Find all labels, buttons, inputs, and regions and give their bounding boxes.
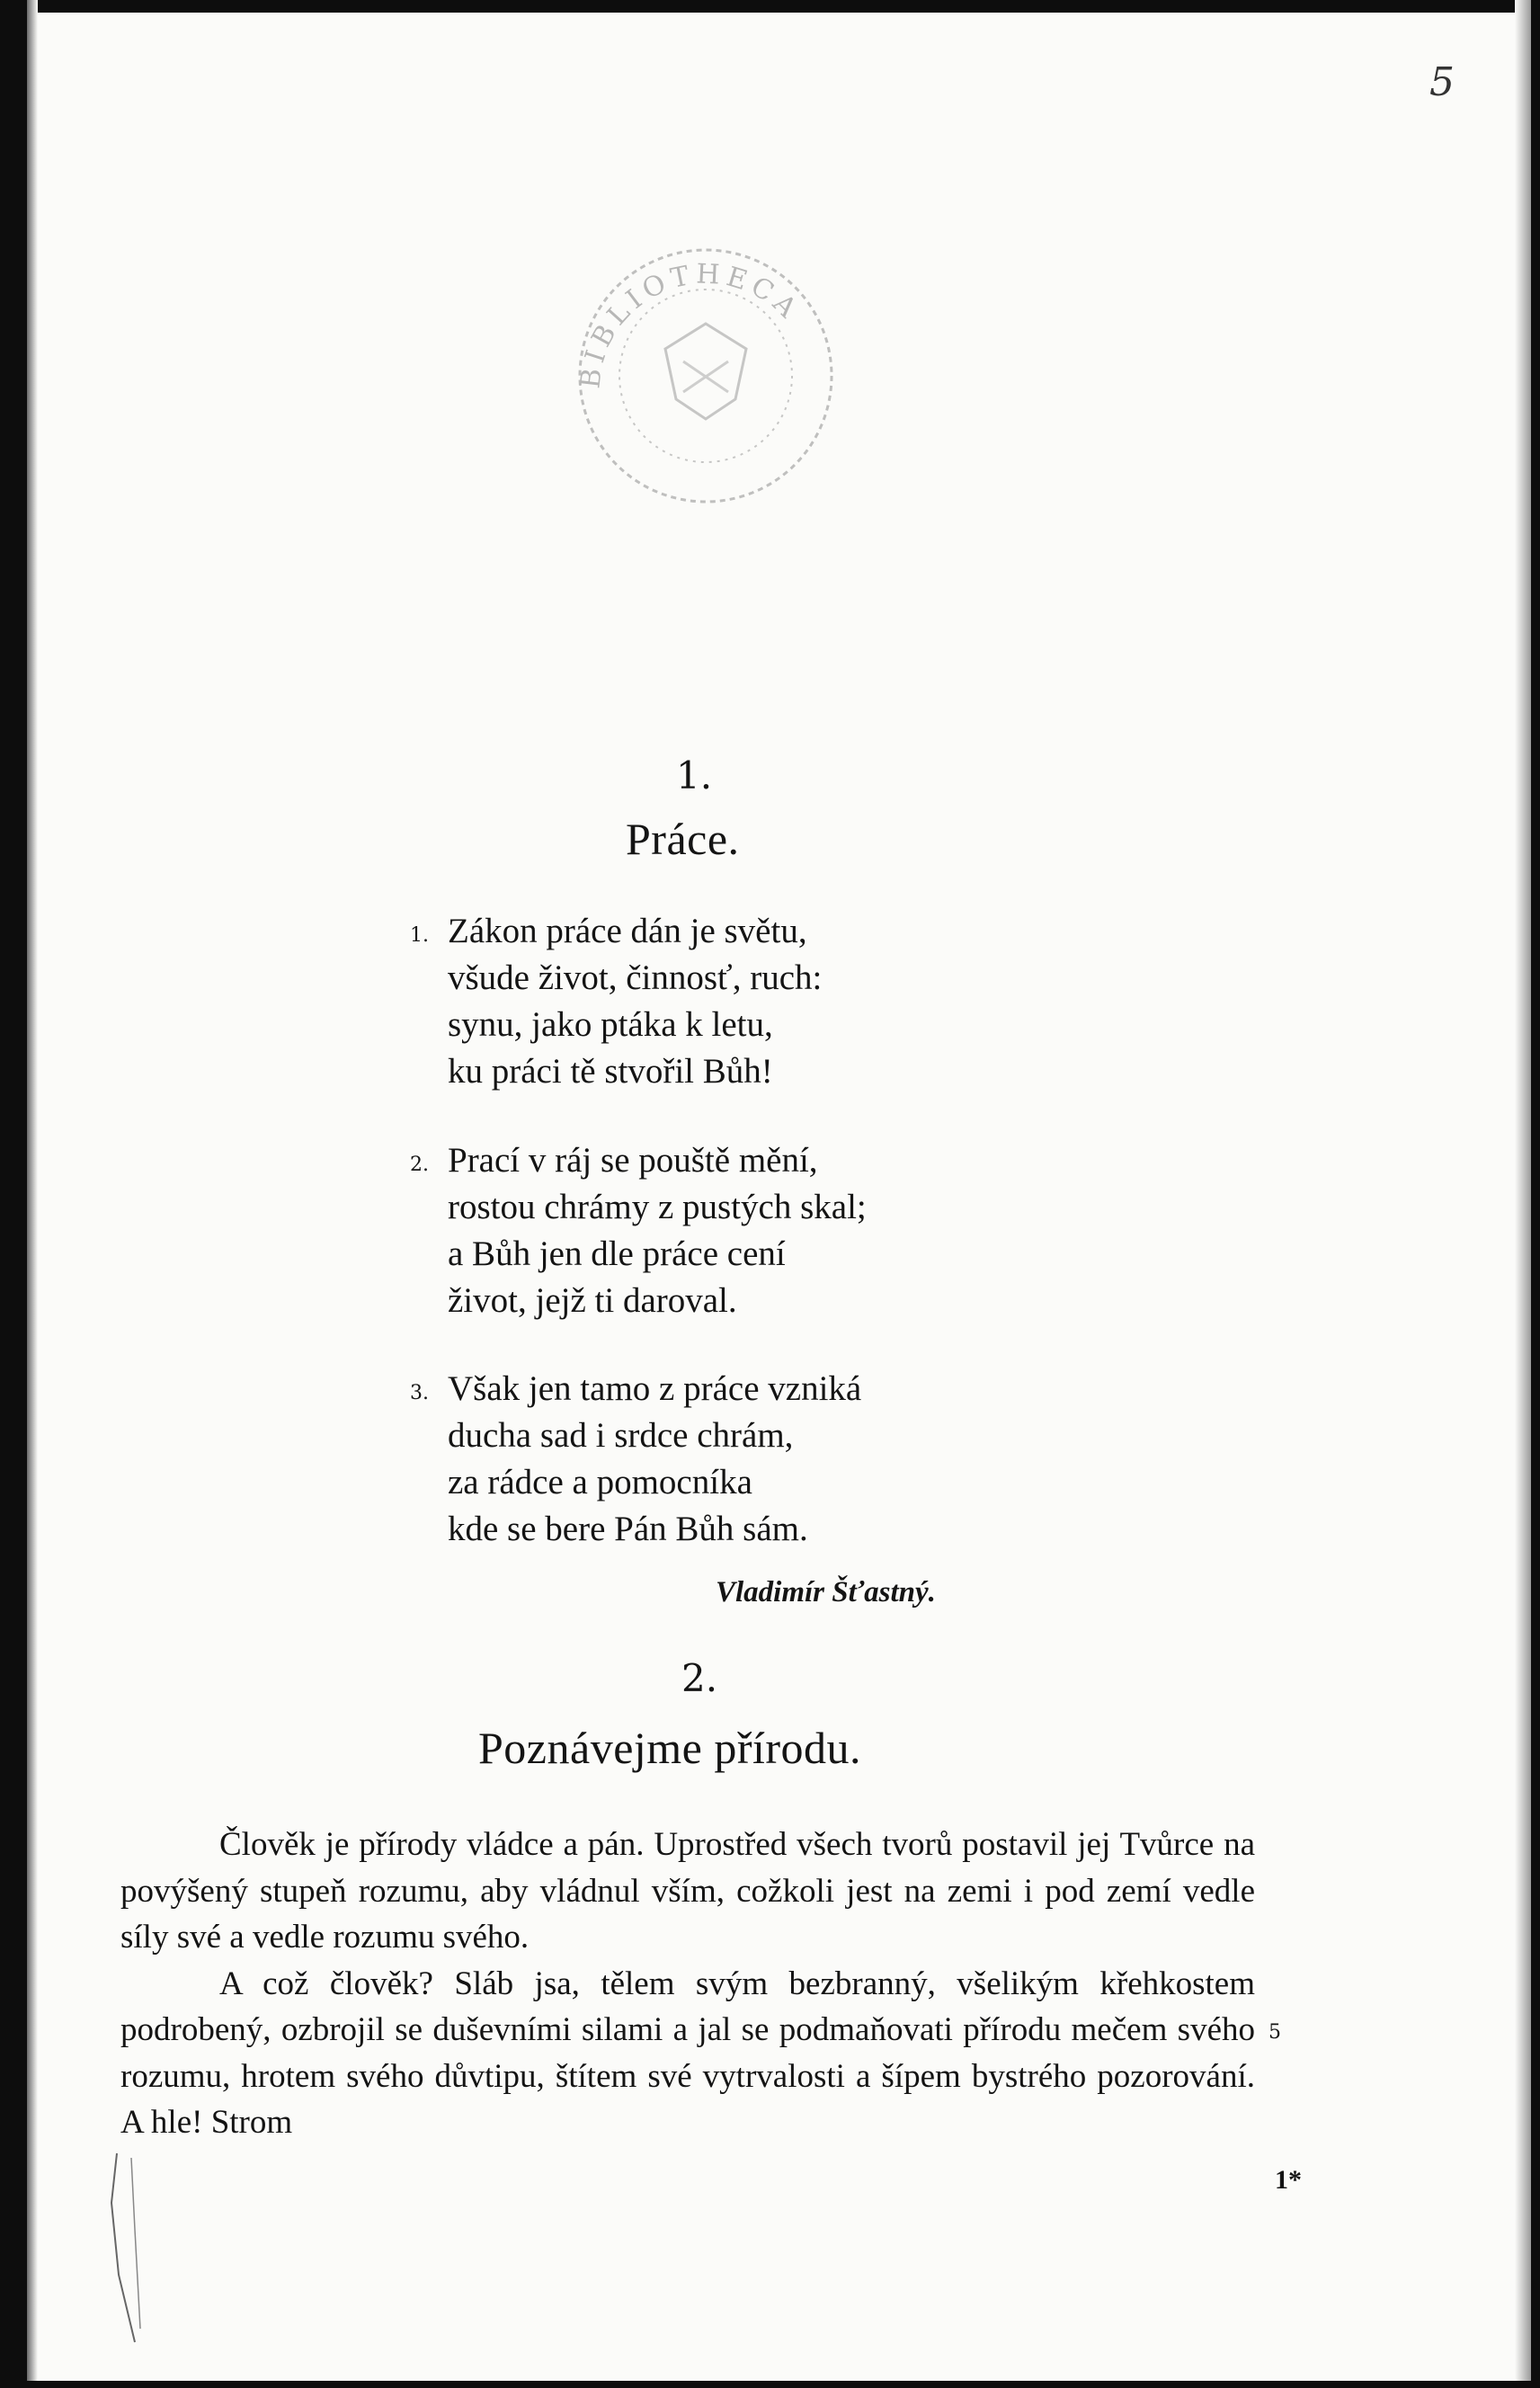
- scan-edge-bottom: [0, 2381, 1540, 2388]
- svg-text:BIBLIOTHECA: [574, 258, 806, 389]
- section-title: Práce.: [626, 814, 740, 864]
- library-stamp: [559, 241, 852, 511]
- scan-artifact-lines: [99, 2149, 171, 2347]
- stanza: [448, 908, 822, 1095]
- paragraph: Člověk je přírody vládce a pán. Uprostřed všech tvorů postavil jej Tvůrce na povýšený stupeň rozumu, aby vládnul vším, cožkoli jest na zemi i pod zemí vedle síly své a vedle rozumu svého.: [120, 1826, 1255, 1956]
- section-title: Poznávejme přírodu.: [478, 1723, 862, 1773]
- verse-line: rostou chrámy z pustých skal;: [448, 1188, 867, 1226]
- verse-line: ducha sad i srdce chrám,: [448, 1416, 794, 1455]
- stanza: [448, 1366, 861, 1553]
- verse-line: a Bůh jen dle práce cení: [448, 1234, 786, 1273]
- verse-line: kde se bere Pán Bůh sám.: [448, 1510, 808, 1548]
- section-number: 2.: [681, 1656, 718, 1700]
- stamp-text: BIBLIOTHECA: [574, 258, 806, 390]
- verse-line: ku práci tě stvořil Bůh!: [448, 1052, 773, 1091]
- stanza-number: 2.: [410, 1154, 429, 1176]
- verse-line: život, jejž ti daroval.: [448, 1281, 737, 1320]
- verse-line: Však jen tamo z práce vzniká: [448, 1369, 862, 1408]
- prose-text: [120, 1822, 1255, 2146]
- verse-line: Prací v ráj se pouště mění,: [448, 1141, 818, 1180]
- margin-line-number: 5: [1268, 2021, 1281, 2044]
- page-number: 5: [1429, 59, 1455, 105]
- scan-edge-left: [0, 0, 27, 2388]
- scan-shadow-right: [1515, 0, 1531, 2388]
- poem-author: Vladimír Šťastný.: [716, 1576, 936, 1608]
- scan-shadow-left: [27, 0, 38, 2388]
- stanza: [448, 1137, 867, 1324]
- scan-edge-top: [0, 0, 1540, 13]
- section-number: 1.: [676, 753, 713, 797]
- paragraph: A což člověk? Sláb jsa, tělem svým bezbranný, všelikým křehkostem podrobený, ozbrojil se duševními silami a jal se podmaňovati přírodu mečem svého rozumu, hrotem svého důvtipu, štítem své vytrvalosti a šípem bystrého pozorování. A hle! Strom: [120, 1965, 1255, 2141]
- printer-signature-mark: 1*: [1275, 2165, 1302, 2195]
- verse-line: Zákon práce dán je světu,: [448, 912, 807, 950]
- verse-line: všude život, činnosť, ruch:: [448, 958, 823, 997]
- scan-edge-right: [1531, 0, 1540, 2388]
- verse-line: synu, jako ptáka k letu,: [448, 1005, 773, 1044]
- stanza-number: 3.: [410, 1382, 429, 1404]
- verse-line: za rádce a pomocníka: [448, 1463, 752, 1501]
- stanza-number: 1.: [410, 924, 429, 947]
